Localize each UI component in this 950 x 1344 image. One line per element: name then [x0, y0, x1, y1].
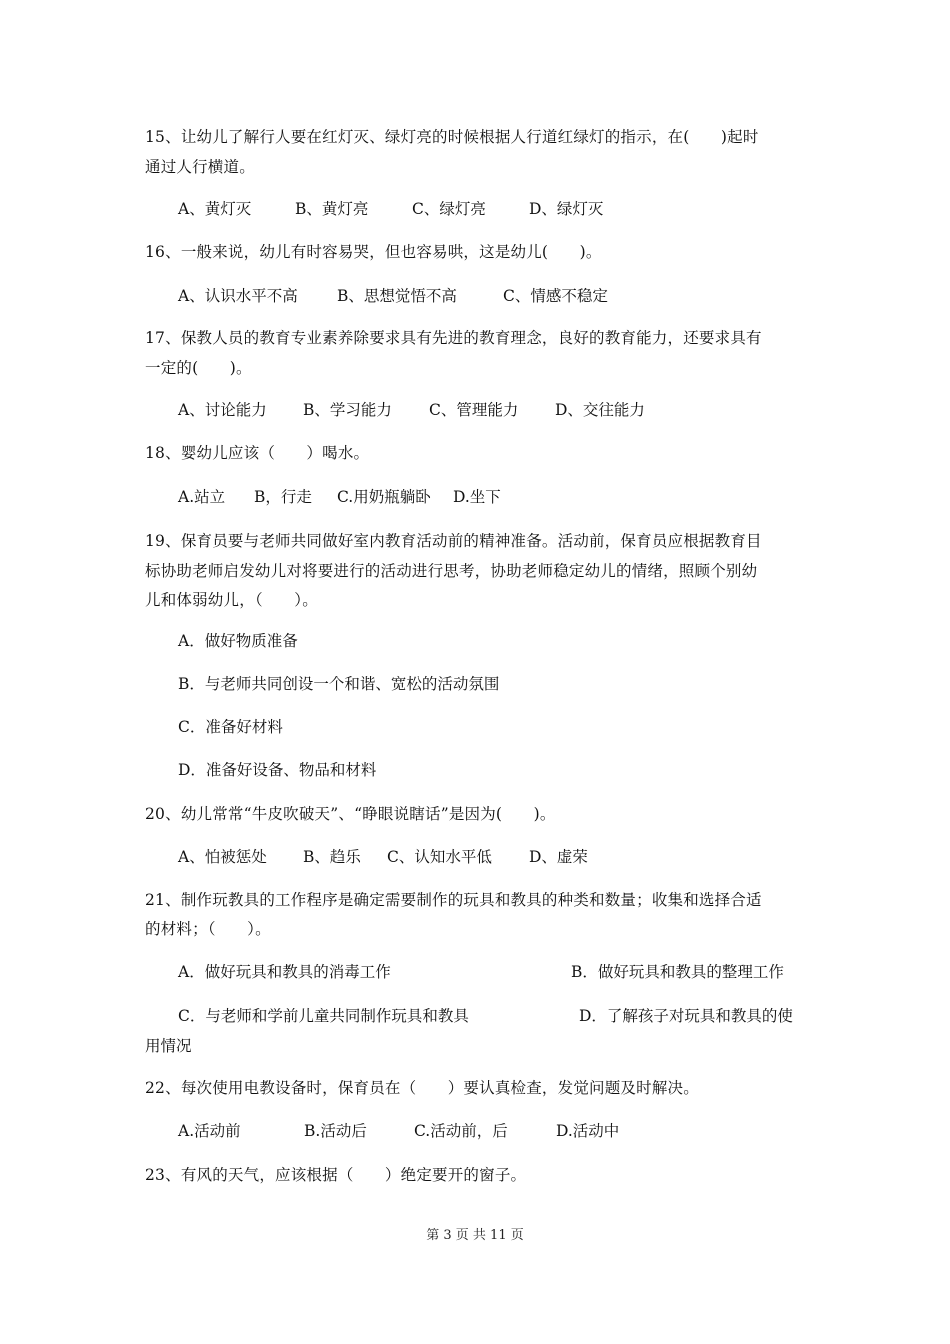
question-19-text: 19、保育员要与老师共同做好室内教育活动前的精神准备。活动前，保育员应根据教育目 — [145, 532, 762, 550]
q21-option-c: C．与老师和学前儿童共同制作玩具和教具 — [178, 1007, 469, 1025]
q15-option-a: A、黄灯灭 — [178, 200, 252, 218]
q16-option-b: B、思想觉悟不高 — [337, 287, 457, 305]
q22-option-b: B.活动后 — [304, 1122, 367, 1140]
question-21-text: 21、制作玩教具的工作程序是确定需要制作的玩具和教具的种类和数量；收集和选择合适 — [145, 891, 762, 909]
q20-option-d: D、虚荣 — [529, 848, 588, 866]
question-15-text: 15、让幼儿了解行人要在红灯灭、绿灯亮的时候根据人行道红绿灯的指示，在( )起时 — [145, 128, 759, 146]
q15-option-c: C、绿灯亮 — [412, 200, 486, 218]
q18-option-b: B，行走 — [254, 488, 312, 506]
question-23-text: 23、有风的天气，应该根据（ ）绝定要开的窗子。 — [145, 1166, 527, 1184]
q22-option-c: C.活动前，后 — [414, 1122, 508, 1140]
q17-option-a: A、讨论能力 — [178, 401, 267, 419]
question-19-text-cont2: 儿和体弱幼儿，（ ）。 — [145, 591, 318, 609]
question-19-text-cont1: 标协助老师启发幼儿对将要进行的活动进行思考，协助老师稳定幼儿的情绪，照顾个别幼 — [145, 562, 758, 580]
q18-option-c: C.用奶瓶躺卧 — [337, 488, 431, 506]
page-number-footer: 第 3 页 共 11 页 — [426, 1228, 524, 1243]
q21-option-d-cont: 用情况 — [145, 1037, 192, 1055]
question-22-text: 22、每次使用电教设备时，保育员在（ ）要认真检查，发觉问题及时解决。 — [145, 1079, 699, 1097]
q22-option-a: A.活动前 — [178, 1122, 241, 1140]
q19-option-a: A．做好物质准备 — [178, 632, 298, 650]
q17-option-b: B、学习能力 — [303, 401, 392, 419]
q22-option-d: D.活动中 — [556, 1122, 620, 1140]
question-17-text: 17、保教人员的教育专业素养除要求具有先进的教育理念，良好的教育能力，还要求具有 — [145, 329, 762, 347]
q17-option-c: C、管理能力 — [429, 401, 519, 419]
q20-option-c: C、认知水平低 — [387, 848, 492, 866]
q16-option-c: C、情感不稳定 — [503, 287, 608, 305]
q20-option-b: B、趋乐 — [303, 848, 361, 866]
question-17-text-cont: 一定的( )。 — [145, 359, 252, 377]
q16-option-a: A、认识水平不高 — [178, 287, 298, 305]
question-20-text: 20、幼儿常常“牛皮吹破天”、“睁眼说瞎话”是因为( )。 — [145, 805, 556, 823]
question-18-text: 18、婴幼儿应该（ ）喝水。 — [145, 444, 370, 462]
q19-option-c: C．准备好材料 — [178, 718, 283, 736]
q21-option-b: B．做好玩具和教具的整理工作 — [571, 963, 784, 981]
q15-option-b: B、黄灯亮 — [295, 200, 369, 218]
question-15-text-cont: 通过人行横道。 — [145, 158, 255, 176]
question-21-text-cont: 的材料；（ ）。 — [145, 920, 271, 938]
q21-option-d: D．了解孩子对玩具和教具的使 — [579, 1007, 793, 1025]
q15-option-d: D、绿灯灭 — [529, 200, 604, 218]
q20-option-a: A、怕被惩处 — [178, 848, 267, 866]
q17-option-d: D、交往能力 — [555, 401, 645, 419]
q18-option-a: A.站立 — [178, 488, 226, 506]
q21-option-a: A．做好玩具和教具的消毒工作 — [178, 963, 391, 981]
question-16-text: 16、一般来说，幼儿有时容易哭，但也容易哄，这是幼儿( )。 — [145, 243, 602, 261]
q18-option-d: D.坐下 — [453, 488, 501, 506]
q19-option-b: B．与老师共同创设一个和谐、宽松的活动氛围 — [178, 675, 500, 693]
q19-option-d: D．准备好设备、物品和材料 — [178, 761, 377, 779]
